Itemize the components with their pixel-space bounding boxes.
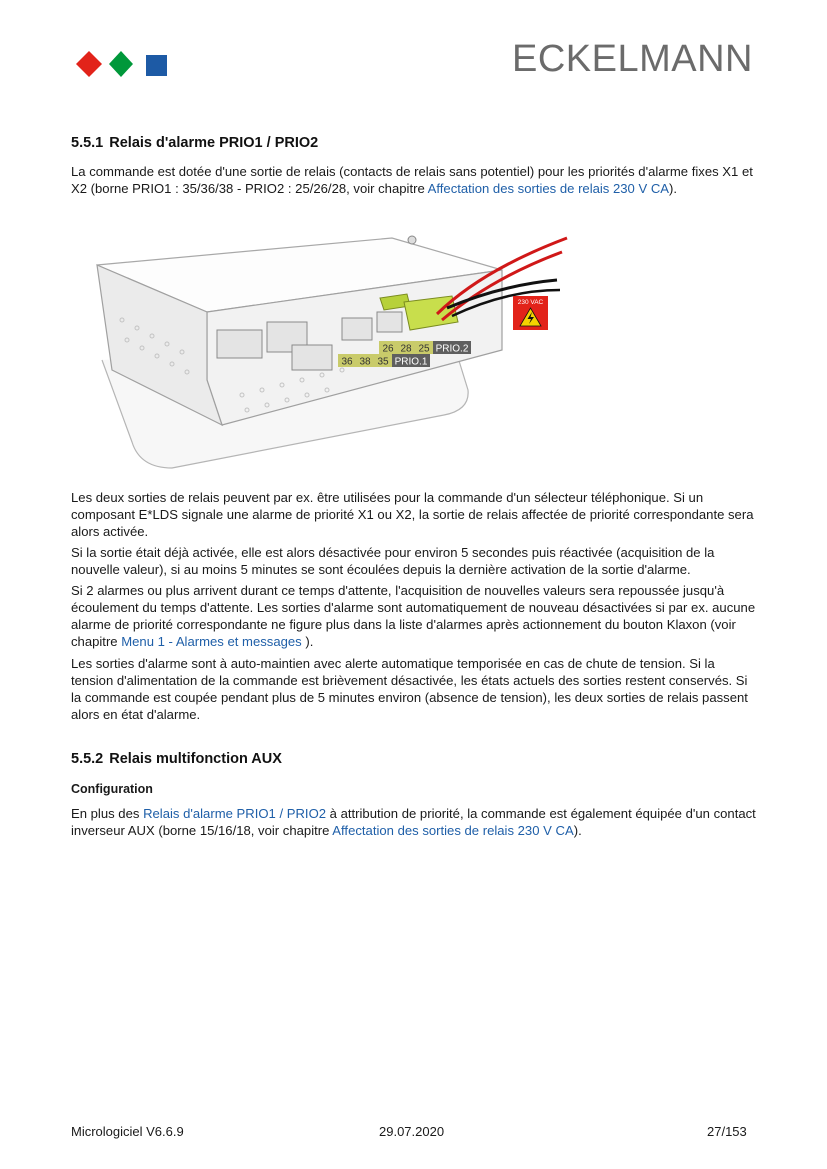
- red-diamond-mark: [76, 51, 102, 77]
- controller-relay-figure: [92, 230, 572, 475]
- blue-square-mark: [146, 55, 167, 76]
- prio2-label: PRIO.2: [435, 343, 469, 355]
- paragraph-auto-maintien: Les sorties d'alarme sont à auto-maintien avec alerte automatique temporisée en cas de chute de tension. Si la tension d'alimentation de la commande est brièvement désactivée, les états actuels des sorties restent conservés. Si la commande est coupée pendant plus de 5 minutes environ (absence de tension), les deux sorties de relais passent alors en état d'alarme.: [71, 656, 748, 722]
- prio1-label-row: [338, 354, 430, 368]
- configuration-subheading: Configuration: [71, 782, 153, 796]
- screw: [408, 236, 416, 244]
- prio1-terminal: 38: [359, 356, 371, 368]
- section-title: Relais d'alarme PRIO1 / PRIO2: [109, 135, 319, 151]
- intro-text: La commande est dotée d'une sortie de relais (contacts de relais sans potentiel) pour les priorités d'alarme fixes X1 et X2 (borne PRIO1 : 35/36/38 - PRIO2 : 25/26/28, voir chapitre: [71, 164, 753, 196]
- paragraph-aux: [71, 805, 756, 839]
- high-voltage-warning: [513, 296, 548, 330]
- section-heading-5-5-1: [71, 135, 318, 151]
- green-diamond-mark: [109, 51, 133, 77]
- link-affectation-sorties[interactable]: Affectation des sorties de relais 230 V CA: [427, 181, 670, 196]
- paragraph-sortie-activee: Si la sortie était déjà activée, elle est alors désactivée pour environ 5 secondes puis réactivée (acquisition de la nouvelle valeur), si au moins 5 minutes se sont écoulées depuis la dernière activation de la sortie d'alarme.: [71, 545, 715, 577]
- eckelmann-logo-marks: [75, 50, 167, 78]
- section-title: Relais multifonction AUX: [109, 751, 282, 767]
- prio1-label: PRIO.1: [394, 356, 428, 368]
- intro-paragraph: [71, 163, 756, 197]
- warning-label: 230 VAC: [517, 299, 544, 306]
- aux-text-end: ).: [573, 823, 582, 838]
- aux-text: En plus des: [71, 806, 144, 821]
- attente-text: Si 2 alarmes ou plus arrivent durant ce temps d'attente, l'acquisition de nouvelles valeurs sera repoussée jusqu'à écoulement du temps d'attente. Les sorties d'alarme sont automatiquement de nouveau désactivées si par ex. aucune alarme de priorité correspondante ne figure plus dans la liste d'alarmes après actionnement du bouton Klaxon (voir chapitre: [71, 583, 756, 649]
- connector-block: [292, 345, 332, 370]
- brand-wordmark: ECKELMANN: [512, 38, 753, 80]
- link-menu-alarmes[interactable]: Menu 1 - Alarmes et messages: [121, 634, 302, 649]
- attente-text-end: ).: [301, 634, 314, 649]
- section-number: 5.5.2: [71, 751, 104, 767]
- prio2-terminal: 28: [400, 343, 412, 355]
- section-heading-5-5-2: [71, 751, 282, 767]
- connector-block: [217, 330, 262, 358]
- intro-text-end: ).: [669, 181, 678, 196]
- paragraph-sorties-relais: Les deux sorties de relais peuvent par ex. être utilisées pour la commande d'un sélecteur téléphonique. Si un composant E*LDS signale une alarme de priorité X1 ou X2, la sortie de relais affectée de priorité correspondante sera alors activée.: [71, 490, 754, 539]
- prio2-terminal: 25: [418, 343, 430, 355]
- footer-date: 29.07.2020: [379, 1124, 445, 1139]
- connector-block: [342, 318, 372, 340]
- connector-block: [377, 312, 402, 332]
- paragraph-temps-attente: [71, 582, 756, 650]
- prio1-terminal: 36: [341, 356, 353, 368]
- footer-page-number: 27/153: [707, 1124, 747, 1139]
- link-relais-alarme[interactable]: Relais d'alarme PRIO1 / PRIO2: [143, 806, 327, 821]
- aux-text-mid: à attribution de priorité, la commande est également équipée d'un contact inverseur AUX (borne 15/16/18, voir chapitre: [71, 806, 756, 838]
- link-affectation-sorties-2[interactable]: Affectation des sorties de relais 230 V CA: [332, 823, 574, 838]
- prio2-terminal: 26: [382, 343, 394, 355]
- prio1-terminal: 35: [377, 356, 389, 368]
- footer-firmware-version: Micrologiciel V6.6.9: [71, 1124, 184, 1139]
- section-number: 5.5.1: [71, 135, 104, 151]
- prio2-label-row: [379, 341, 471, 355]
